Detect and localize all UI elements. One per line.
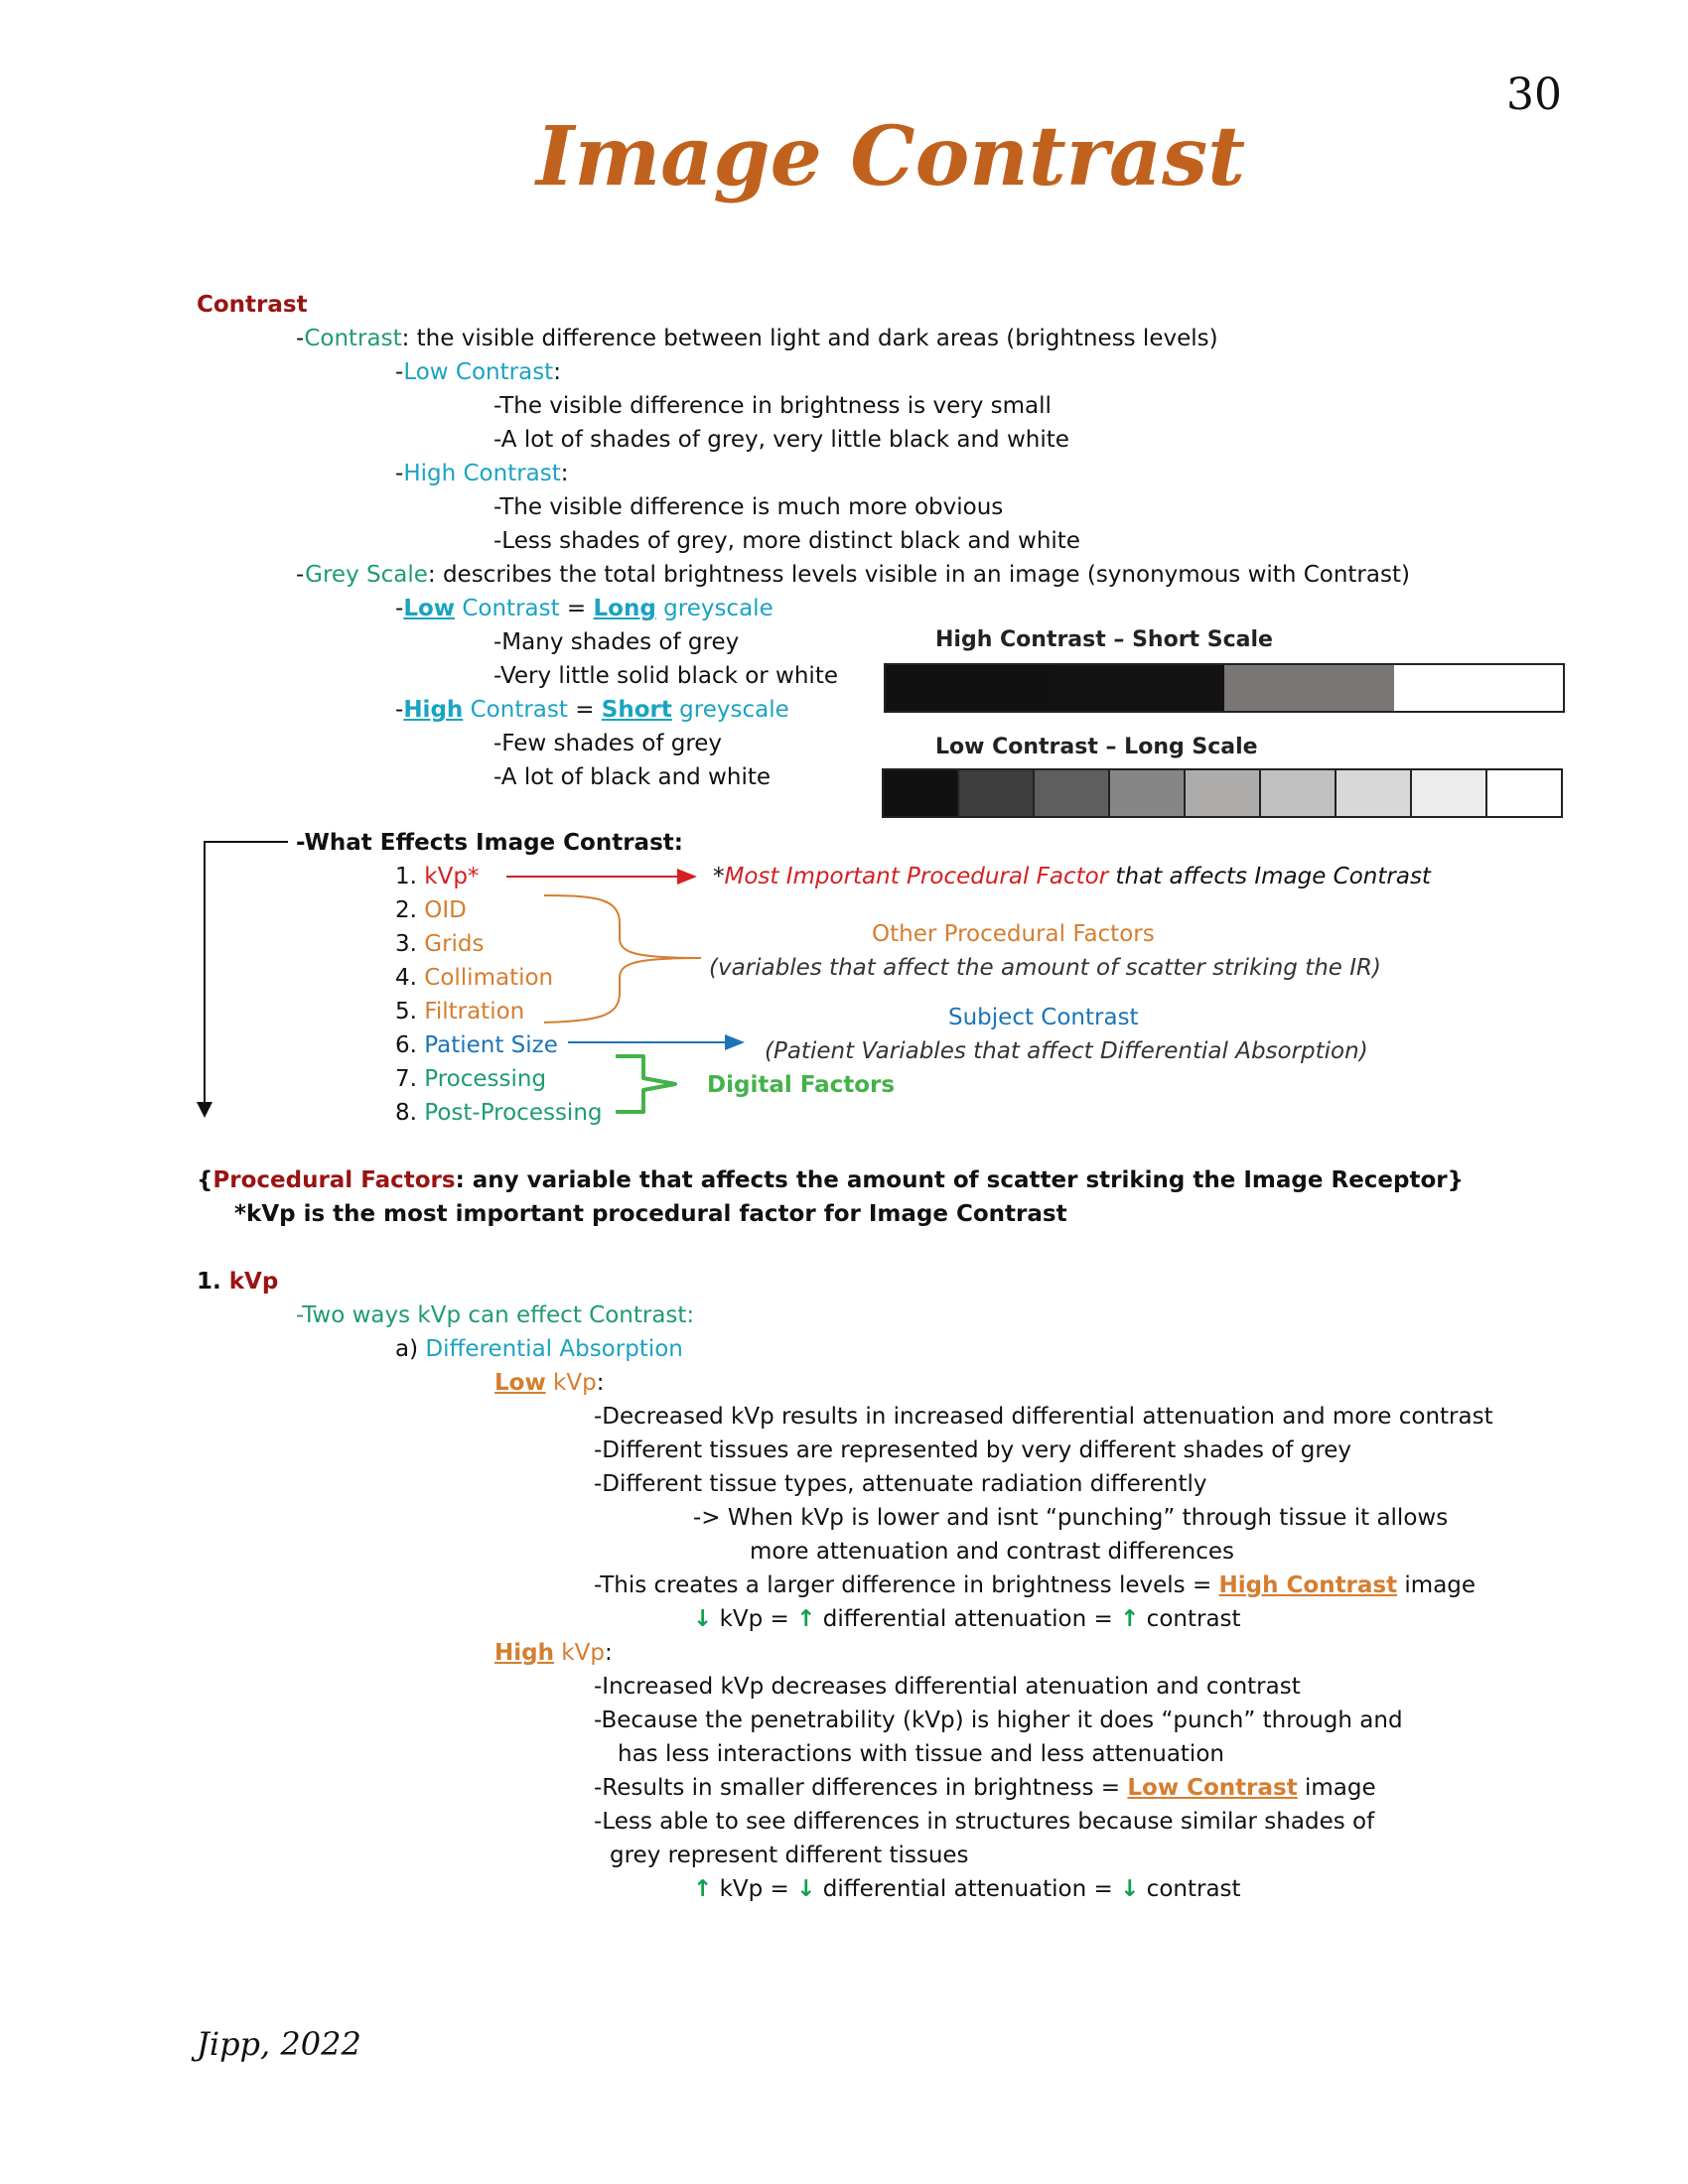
high-kvp-point-4: -Less able to see differences in structures because similar shades of xyxy=(594,1809,1375,1835)
high-contrast-term: High Contrast xyxy=(403,461,561,486)
factor-number: 4. xyxy=(395,965,425,991)
up-arrow-icon: ↑ xyxy=(1120,1606,1140,1632)
factor-item-oid xyxy=(395,893,467,927)
factor-label: Patient Size xyxy=(424,1032,558,1058)
long-word: Long xyxy=(593,596,656,621)
factor-item-kvp xyxy=(395,860,479,893)
open-brace: { xyxy=(197,1167,213,1193)
note-rest: that affects Image Contrast xyxy=(1108,864,1431,889)
two-ways-heading: -Two ways kVp can effect Contrast: xyxy=(296,1302,695,1328)
high-contrast-heading: -High Contrast: xyxy=(395,461,569,486)
grey-scale-term: Grey Scale xyxy=(305,562,428,588)
contrast-definition: -Contrast: the visible difference between light and dark areas (brightness levels) xyxy=(296,326,1218,351)
factor-label: Processing xyxy=(424,1066,547,1092)
factor-label: OID xyxy=(424,897,467,923)
point-text: -Results in smaller differences in brightness = xyxy=(594,1775,1128,1801)
digital-factors-brace xyxy=(616,1056,675,1112)
down-arrow-icon: ↓ xyxy=(693,1606,713,1632)
procedural-factors-definition xyxy=(197,1163,1464,1197)
section-heading-contrast: Contrast xyxy=(197,292,308,318)
factors-heading: -What Effects Image Contrast: xyxy=(296,830,683,856)
high-contrast-point-1: -The visible difference is much more obvious xyxy=(493,494,1004,520)
section-heading-kvp xyxy=(197,1265,278,1298)
factor-number: 8. xyxy=(395,1100,425,1126)
factor-label: Collimation xyxy=(424,965,554,991)
eq-text: contrast xyxy=(1139,1606,1241,1632)
factor-item-post-processing xyxy=(395,1096,603,1130)
greyscale-word: greyscale xyxy=(671,697,789,723)
greyscale-word: greyscale xyxy=(655,596,774,621)
high-kvp-point-3 xyxy=(594,1771,1376,1805)
low-contrast-scale-label: Low Contrast – Long Scale xyxy=(935,735,1258,759)
page-number: 30 xyxy=(1506,69,1562,120)
high-kvp-point-1: -Increased kVp decreases differential atenuation and contrast xyxy=(594,1674,1301,1700)
differential-absorption-term: Differential Absorption xyxy=(425,1336,683,1362)
low-word: Low xyxy=(494,1370,546,1396)
other-factors-subtitle: (variables that affect the amount of scatter striking the IR) xyxy=(709,955,1381,981)
contrast-word: Contrast xyxy=(463,697,568,723)
item-letter: a) xyxy=(395,1336,426,1362)
note-star: * xyxy=(713,864,725,889)
subject-contrast-subtitle: (Patient Variables that affect Differential Absorption) xyxy=(765,1038,1368,1064)
colon: : xyxy=(596,1370,605,1396)
point-end: image xyxy=(1297,1775,1376,1801)
low-contrast-emphasis: Low Contrast xyxy=(1127,1775,1298,1801)
factor-label: Post-Processing xyxy=(424,1100,603,1126)
factor-number: 5. xyxy=(395,999,425,1024)
low-kvp-point-3: -Different tissue types, attenuate radiation differently xyxy=(594,1471,1207,1497)
high-kvp-point-2-cont: has less interactions with tissue and less attenuation xyxy=(618,1741,1224,1767)
equals-sign: = xyxy=(567,697,602,723)
short-scale-point-2: -A lot of black and white xyxy=(493,764,771,790)
section-number: 1. xyxy=(197,1269,229,1295)
factor-label: Grids xyxy=(424,931,485,957)
eq-text: differential attenuation = xyxy=(815,1606,1121,1632)
eq-text: differential attenuation = xyxy=(815,1876,1121,1902)
low-contrast-point-1: -The visible difference in brightness is very small xyxy=(493,393,1052,419)
low-contrast-point-2: -A lot of shades of grey, very little black and white xyxy=(493,427,1069,453)
point-text: -This creates a larger difference in brightness levels = xyxy=(594,1572,1219,1598)
patient-size-arrowhead xyxy=(725,1034,745,1050)
factor-number: 2. xyxy=(395,897,425,923)
high-contrast-scale-label: High Contrast – Short Scale xyxy=(935,627,1273,652)
author-signature: Jipp, 2022 xyxy=(197,2025,361,2063)
contrast-def-text: : the visible difference between light and dark areas (brightness levels) xyxy=(401,326,1218,351)
colon: : xyxy=(604,1640,613,1666)
factor-number: 6. xyxy=(395,1032,425,1058)
kvp-heading: kVp xyxy=(228,1269,279,1295)
long-scale-point-2: -Very little solid black or white xyxy=(493,663,838,689)
high-kvp-equation xyxy=(693,1872,1241,1906)
procedural-factors-term: Procedural Factors xyxy=(212,1167,456,1193)
up-arrow-icon: ↑ xyxy=(796,1606,816,1632)
grey-scale-definition: -Grey Scale: describes the total brightness levels visible in an image (synonymous with Contrast) xyxy=(296,562,1410,588)
short-word: Short xyxy=(601,697,672,723)
low-kvp-subpoint-cont: more attenuation and contrast differences xyxy=(750,1539,1234,1565)
high-kvp-heading xyxy=(494,1636,613,1670)
down-arrowhead xyxy=(197,1102,212,1118)
low-kvp-subpoint: -> When kVp is lower and isnt “punching” through tissue it allows xyxy=(693,1505,1449,1531)
low-contrast-term: Low Contrast xyxy=(403,359,554,385)
contrast-term: Contrast xyxy=(304,326,402,351)
procedural-factors-note: *kVp is the most important procedural factor for Image Contrast xyxy=(234,1201,1067,1227)
up-arrow-icon: ↑ xyxy=(693,1876,713,1902)
note-emphasis: Most Important Procedural Factor xyxy=(724,864,1109,889)
low-contrast-heading: -Low Contrast: xyxy=(395,359,561,385)
grey-scale-def-text: : describes the total brightness levels visible in an image (synonymous with Contrast) xyxy=(427,562,1410,588)
factor-item-filtration xyxy=(395,995,524,1028)
contrast-word: Contrast xyxy=(455,596,560,621)
factor-item-patient-size xyxy=(395,1028,558,1062)
kvp-word: kVp xyxy=(545,1370,597,1396)
kvp-word: kVp xyxy=(553,1640,605,1666)
factor-label: Filtration xyxy=(424,999,525,1024)
loop-line xyxy=(205,842,288,1104)
long-scale-point-1: -Many shades of grey xyxy=(493,629,740,655)
down-arrow-icon: ↓ xyxy=(796,1876,816,1902)
high-contrast-point-2: -Less shades of grey, more distinct black and white xyxy=(493,528,1080,554)
procedural-factors-text: : any variable that affects the amount of scatter striking the Image Receptor} xyxy=(455,1167,1464,1193)
differential-absorption-heading xyxy=(395,1332,683,1366)
low-kvp-point-1: -Decreased kVp results in increased differential attenuation and more contrast xyxy=(594,1404,1493,1430)
high-word: High xyxy=(403,697,464,723)
kvp-arrowhead xyxy=(677,869,697,885)
high-contrast-short-scale: -High Contrast = Short greyscale xyxy=(395,697,789,723)
factor-item-collimation xyxy=(395,961,553,995)
factor-label: kVp* xyxy=(424,864,480,889)
factor-item-processing xyxy=(395,1062,546,1096)
eq-text: kVp = xyxy=(712,1606,797,1632)
low-kvp-point-4 xyxy=(594,1569,1476,1602)
short-scale-point-1: -Few shades of grey xyxy=(493,731,723,756)
eq-text: contrast xyxy=(1139,1876,1241,1902)
high-word: High xyxy=(494,1640,554,1666)
high-kvp-point-2: -Because the penetrability (kVp) is higher it does “punch” through and xyxy=(594,1707,1403,1733)
factor-number: 1. xyxy=(395,864,425,889)
down-arrow-icon: ↓ xyxy=(1120,1876,1140,1902)
low-kvp-point-2: -Different tissues are represented by very different shades of grey xyxy=(594,1437,1352,1463)
equals-sign: = xyxy=(559,596,594,621)
subject-contrast-title: Subject Contrast xyxy=(948,1005,1139,1030)
factor-item-grids xyxy=(395,927,485,961)
other-factors-title: Other Procedural Factors xyxy=(872,921,1155,947)
point-end: image xyxy=(1397,1572,1477,1598)
factor-number: 7. xyxy=(395,1066,425,1092)
low-kvp-heading xyxy=(494,1366,604,1400)
digital-factors-label: Digital Factors xyxy=(707,1072,896,1098)
high-contrast-emphasis: High Contrast xyxy=(1218,1572,1398,1598)
low-contrast-long-scale: -Low Contrast = Long greyscale xyxy=(395,596,774,621)
low-kvp-equation xyxy=(693,1602,1241,1636)
factor-number: 3. xyxy=(395,931,425,957)
kvp-note xyxy=(713,860,1431,893)
eq-text: kVp = xyxy=(712,1876,797,1902)
high-kvp-point-4-cont: grey represent different tissues xyxy=(610,1843,969,1868)
page-title: Image Contrast xyxy=(536,109,1246,205)
low-word: Low xyxy=(403,596,456,621)
other-factors-brace xyxy=(544,895,701,1023)
